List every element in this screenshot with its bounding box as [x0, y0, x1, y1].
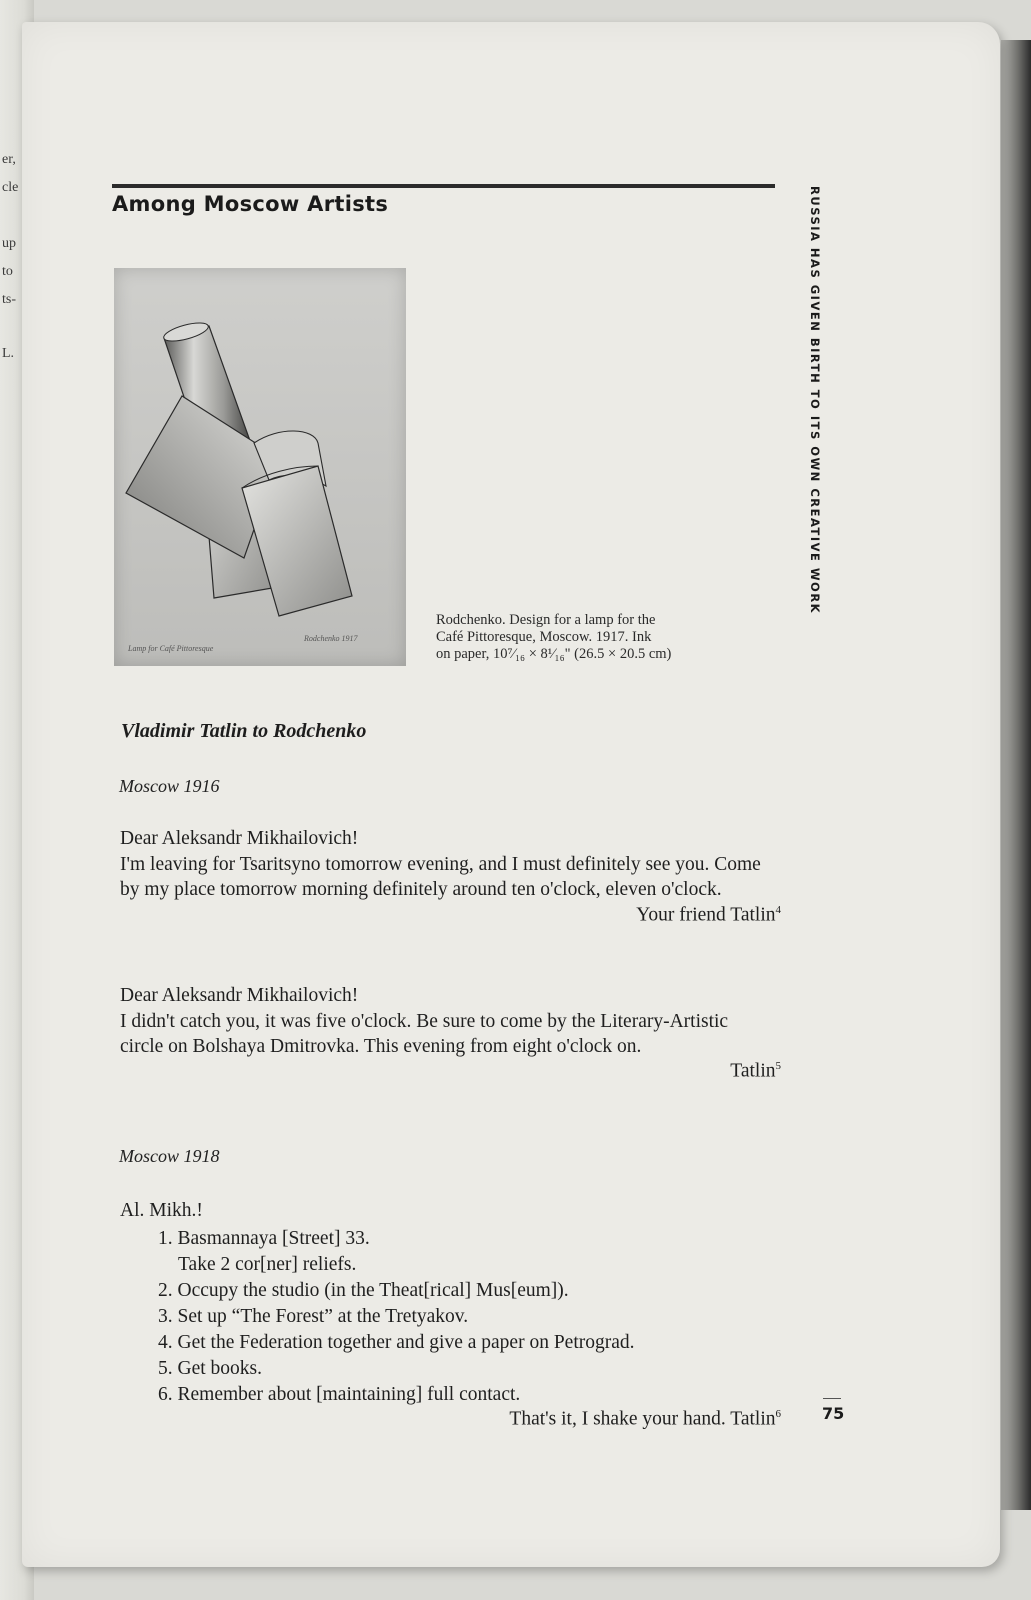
facing-page-fragment: cle: [2, 180, 19, 195]
dateline-1918: Moscow 1918: [119, 1146, 220, 1166]
lamp-drawing: [114, 268, 406, 666]
caption-line: Rodchenko. Design for a lamp for the: [436, 612, 656, 628]
letter-3-list: [158, 1226, 758, 1408]
letter-line: I'm leaving for Tsaritsyno tomorrow evening, and I must definitely see you. Come: [120, 853, 761, 875]
letter-line: I didn't catch you, it was five o'clock. Be sure to come by the Literary-Artistic: [120, 1010, 729, 1032]
list-item-continuation: Take 2 cor[ner] reliefs.: [178, 1254, 357, 1275]
page-number: 75: [822, 1404, 845, 1423]
footnote-ref: 5: [775, 1060, 781, 1072]
facing-page-fragment: er,: [2, 152, 16, 167]
footnote-ref: 6: [775, 1408, 781, 1420]
list-item: 6. Remember about [maintaining] full contact.: [158, 1384, 521, 1405]
lamp-design-artwork: [114, 268, 406, 666]
salutation: Dear Aleksandr Mikhailovich!: [120, 828, 359, 849]
letter-1-signature: [636, 904, 781, 927]
page-number-rule: [823, 1398, 841, 1399]
facing-page-fragment: ts-: [2, 292, 16, 307]
figure-caption: [436, 612, 716, 663]
salutation: Al. Mikh.!: [120, 1200, 203, 1221]
caption-line: Café Pittoresque, Moscow. 1917. Ink: [436, 629, 652, 645]
facing-page-fragment: up: [2, 236, 16, 251]
facing-page-fragment: to: [2, 264, 13, 279]
section-heading: Among Moscow Artists: [112, 192, 389, 216]
letter-1-body: [120, 826, 775, 903]
list-item: 4. Get the Federation together and give a paper on Petrograd.: [158, 1332, 635, 1353]
letter-2-signature: [730, 1060, 781, 1083]
list-item: 5. Get books.: [158, 1358, 262, 1379]
running-head: RUSSIA HAS GIVEN BIRTH TO ITS OWN CREATIVE WORK: [808, 186, 822, 615]
artwork-inscription: Lamp for Café Pittoresque: [128, 644, 214, 653]
letter-line: by my place tomorrow morning definitely around ten o'clock, eleven o'clock.: [120, 879, 722, 900]
salutation: Dear Aleksandr Mikhailovich!: [120, 985, 359, 1006]
artwork-signature: Rodchenko 1917: [304, 634, 358, 643]
heading-rule: [112, 184, 775, 188]
list-item: 3. Set up “The Forest” at the Tretyakov.: [158, 1306, 469, 1327]
list-item: 1. Basmannaya [Street] 33.: [158, 1228, 370, 1249]
letter-3-salutation-block: [120, 1198, 775, 1224]
letter-line: circle on Bolshaya Dmitrovka. This evening from eight o'clock on.: [120, 1036, 642, 1057]
footnote-ref: 4: [775, 904, 781, 916]
signature-text: That's it, I shake your hand. Tatlin: [509, 1408, 776, 1430]
signature-text: Tatlin: [730, 1060, 776, 1082]
letter-3-signature: [509, 1408, 781, 1431]
caption-line: on paper, 10⁷⁄₁₆ × 8¹⁄₁₆" (26.5 × 20.5 cm): [436, 646, 672, 662]
list-item: 2. Occupy the studio (in the Theat[rical] Mus[eum]).: [158, 1280, 569, 1301]
facing-page-fragment: L.: [2, 346, 15, 361]
signature-text: Your friend Tatlin: [636, 904, 776, 926]
letter-title: Vladimir Tatlin to Rodchenko: [121, 720, 367, 742]
dateline-1916: Moscow 1916: [119, 776, 220, 796]
letter-2-body: [120, 983, 775, 1060]
book-edge: [1001, 40, 1031, 1510]
